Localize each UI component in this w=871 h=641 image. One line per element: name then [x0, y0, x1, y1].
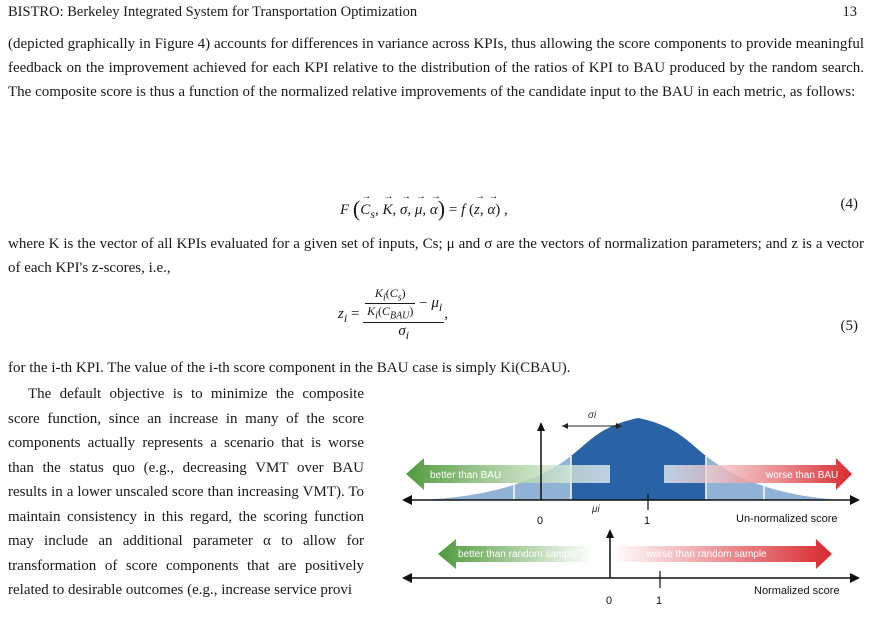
running-title: BISTRO: Berkeley Integrated System for Transportation Optimization: [8, 4, 418, 20]
mu-label: μi: [592, 504, 600, 515]
better-than-random-label: better than random sample: [458, 549, 578, 560]
figure-score-normalization: [396, 396, 866, 636]
worse-than-random-label: worse than random sample: [646, 549, 767, 560]
bottom-axis-arrow-right: [850, 573, 860, 583]
equation-5: [8, 286, 864, 348]
equation-4-body: F (→ $C_s$, → K, → σ, → μ, → α) = f (→ z, → α) ,: [340, 196, 508, 222]
top-axis-arrow-right: [850, 495, 860, 505]
worse-than-bau-label: worse than BAU: [766, 470, 839, 481]
top-axis-arrow-left: [402, 495, 412, 505]
better-than-bau-label: better than BAU: [430, 470, 502, 481]
page-number: 13: [842, 4, 857, 20]
equation-4-number: (4): [840, 196, 858, 212]
sigma-arrowhead-left: [562, 423, 568, 429]
top-tick-one: 1: [644, 515, 651, 527]
bottom-axis-arrow-left: [402, 573, 412, 583]
bottom-tick-one: 1: [656, 595, 663, 607]
paragraph-bau: for the i-th KPI. The value of the i-th score component in the BAU case is simply Ki(CBAU).: [8, 360, 571, 376]
top-tick-zero: 0: [537, 515, 544, 527]
bottom-tick-zero: 0: [606, 595, 613, 607]
top-zero-arrowhead: [537, 422, 545, 431]
bell-curve-core: [571, 418, 706, 500]
paragraph-definitions: where K is the vector of all KPIs evaluated for a given set of inputs, Cs; μ and σ are the vectors of normalization parameters; and z is a vector of each KPI's z-scores, i.e.,: [8, 236, 864, 276]
bottom-zero-arrowhead: [606, 529, 614, 538]
running-header: [8, 4, 863, 26]
top-axis-label: Un-normalized score: [736, 513, 838, 525]
bottom-axis-label: Normalized score: [754, 585, 840, 597]
paragraph-objective: The default objective is to minimize the composite score function, since an increase in many of the score components actually represents a scenario that is worse than the status quo (e.g., decreasing VMT over BAU results in a lower unscaled score than increasing VMT). To maintain consistency in this regard, the scoring function may include an additional parameter α to allow for transformation of score components that are positively related to desirable outcomes (e.g., increase service provi: [8, 386, 364, 598]
paragraph-intro: (depicted graphically in Figure 4) accounts for differences in variance across KPIs, thus allowing the score components to provide meaningful feedback on the improvement achieved for each KPI relative to the distribution of the ratios of KPI to BAU produced by the random search. The composite score is thus a function of the normalized relative improvements of the candidate input to the BAU in each metric, as follows:: [8, 36, 864, 100]
sigma-label: σi: [588, 410, 597, 421]
equation-5-number: (5): [840, 318, 858, 334]
figure-svg: [396, 396, 866, 636]
equation-4: [8, 196, 864, 222]
equation-5-body: $z_i$ = $\frac{K_i(C_s)}{K_i(C_{BAU})}$ − $\mu_i$ $\sigma_i$ ,: [338, 286, 449, 342]
